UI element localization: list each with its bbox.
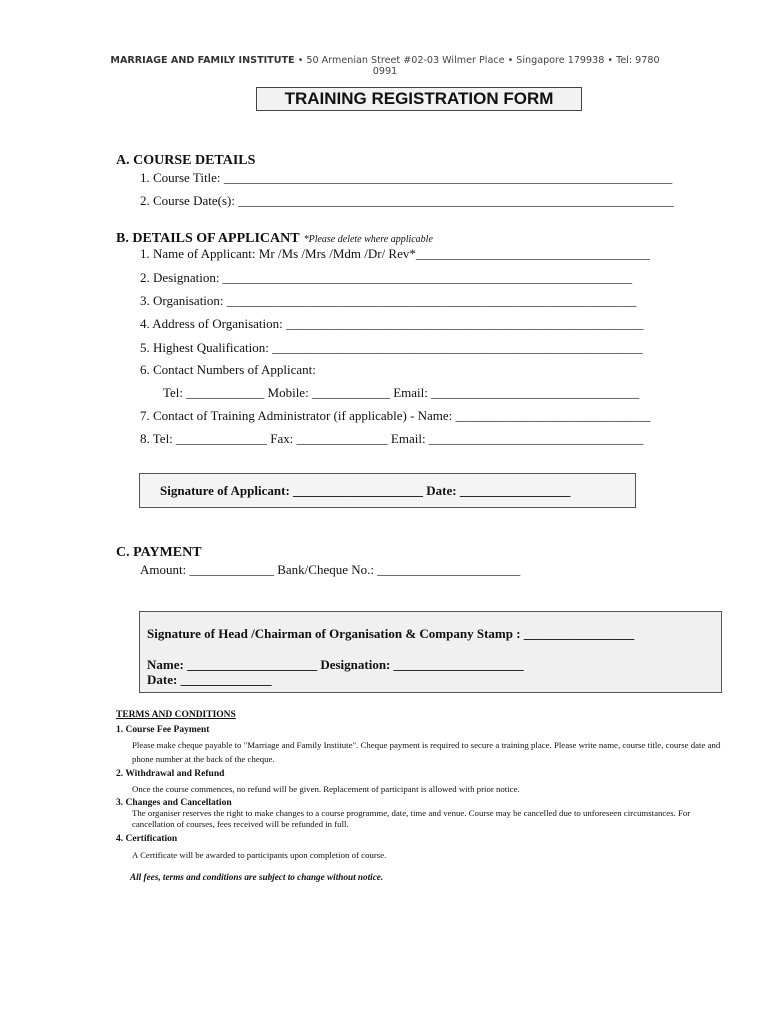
term-3-title: 3. Changes and Cancellation <box>116 798 232 808</box>
designation-field[interactable]: 2. Designation: _______________________________________________________________ <box>140 270 633 285</box>
terms-final-note: All fees, terms and conditions are subject to change without notice. <box>130 872 384 882</box>
term-1-body: Please make cheque payable to "Marriage and Family Institute". Cheque payment is required to secure a training place. Please write name, course title, course date and phone number at the back of the cheque. <box>132 740 721 764</box>
organisation-field[interactable]: 3. Organisation: _______________________________________________________________ <box>140 293 637 308</box>
institute-name: MARRIAGE AND FAMILY INSTITUTE <box>110 55 295 66</box>
course-dates-field[interactable]: 2. Course Date(s): ___________________________________________________________________ <box>140 193 674 208</box>
term-1-title: 1. Course Fee Payment <box>116 725 210 735</box>
organisation-approval-box <box>139 611 722 693</box>
section-a-heading: A. COURSE DETAILS <box>116 153 256 168</box>
course-title-field[interactable]: 1. Course Title: _____________________________________________________________________ <box>140 170 673 185</box>
applicant-contact-fields[interactable]: Tel: ____________ Mobile: ____________ Email: ________________________________ <box>163 385 640 400</box>
applicant-name-field[interactable]: 1. Name of Applicant: Mr /Ms /Mrs /Mdm /Dr/ Rev*____________________________________ <box>140 246 650 261</box>
training-admin-name-field[interactable]: 7. Contact of Training Administrator (if applicable) - Name: ______________________________ <box>140 408 651 423</box>
training-admin-contact-fields[interactable]: 8. Tel: ______________ Fax: ______________ Email: _________________________________ <box>140 431 644 446</box>
institute-phone-continued: 0991 <box>372 66 398 77</box>
applicant-signature-line[interactable]: Signature of Applicant: ____________________ Date: _________________ <box>160 483 571 498</box>
institute-address: • 50 Armenian Street #02-03 Wilmer Place • Singapore 179938 • Tel: 9780 <box>297 55 660 66</box>
section-b-title: B. DETAILS OF APPLICANT <box>116 231 300 246</box>
section-c-heading: C. PAYMENT <box>116 545 202 560</box>
form-title: TRAINING REGISTRATION FORM <box>256 87 582 111</box>
term-4-title: 4. Certification <box>116 834 178 844</box>
term-2-body: Once the course commences, no refund will be given. Replacement of participant is allowed with prior notice. <box>132 784 520 794</box>
organisation-address-field[interactable]: 4. Address of Organisation: _______________________________________________________ <box>140 316 644 331</box>
section-b-note: *Please delete where applicable <box>303 234 433 245</box>
qualification-field[interactable]: 5. Highest Qualification: _________________________________________________________ <box>140 340 643 355</box>
head-date-line[interactable]: Date: ______________ <box>147 672 272 687</box>
term-2-title: 2. Withdrawal and Refund <box>116 769 225 779</box>
head-signature-line[interactable]: Signature of Head /Chairman of Organisation & Company Stamp : _________________ <box>147 626 635 641</box>
head-name-designation-line[interactable]: Name: ____________________ Designation: ____________________ <box>147 657 524 672</box>
institute-header <box>0 55 770 77</box>
terms-heading: TERMS AND CONDITIONS <box>116 710 236 720</box>
term-4-body: A Certificate will be awarded to participants upon completion of course. <box>132 850 387 860</box>
section-b-heading <box>116 231 433 247</box>
contact-numbers-label: 6. Contact Numbers of Applicant: <box>140 362 316 377</box>
applicant-signature-box <box>139 473 636 508</box>
term-3-body: The organiser reserves the right to make changes to a course programme, date, time and venue. Course may be cancelled due to unforeseen circumstances. For cancellation of courses, fees received will be refunded in full. <box>132 808 691 829</box>
payment-amount-fields[interactable]: Amount: _____________ Bank/Cheque No.: ______________________ <box>140 562 521 577</box>
